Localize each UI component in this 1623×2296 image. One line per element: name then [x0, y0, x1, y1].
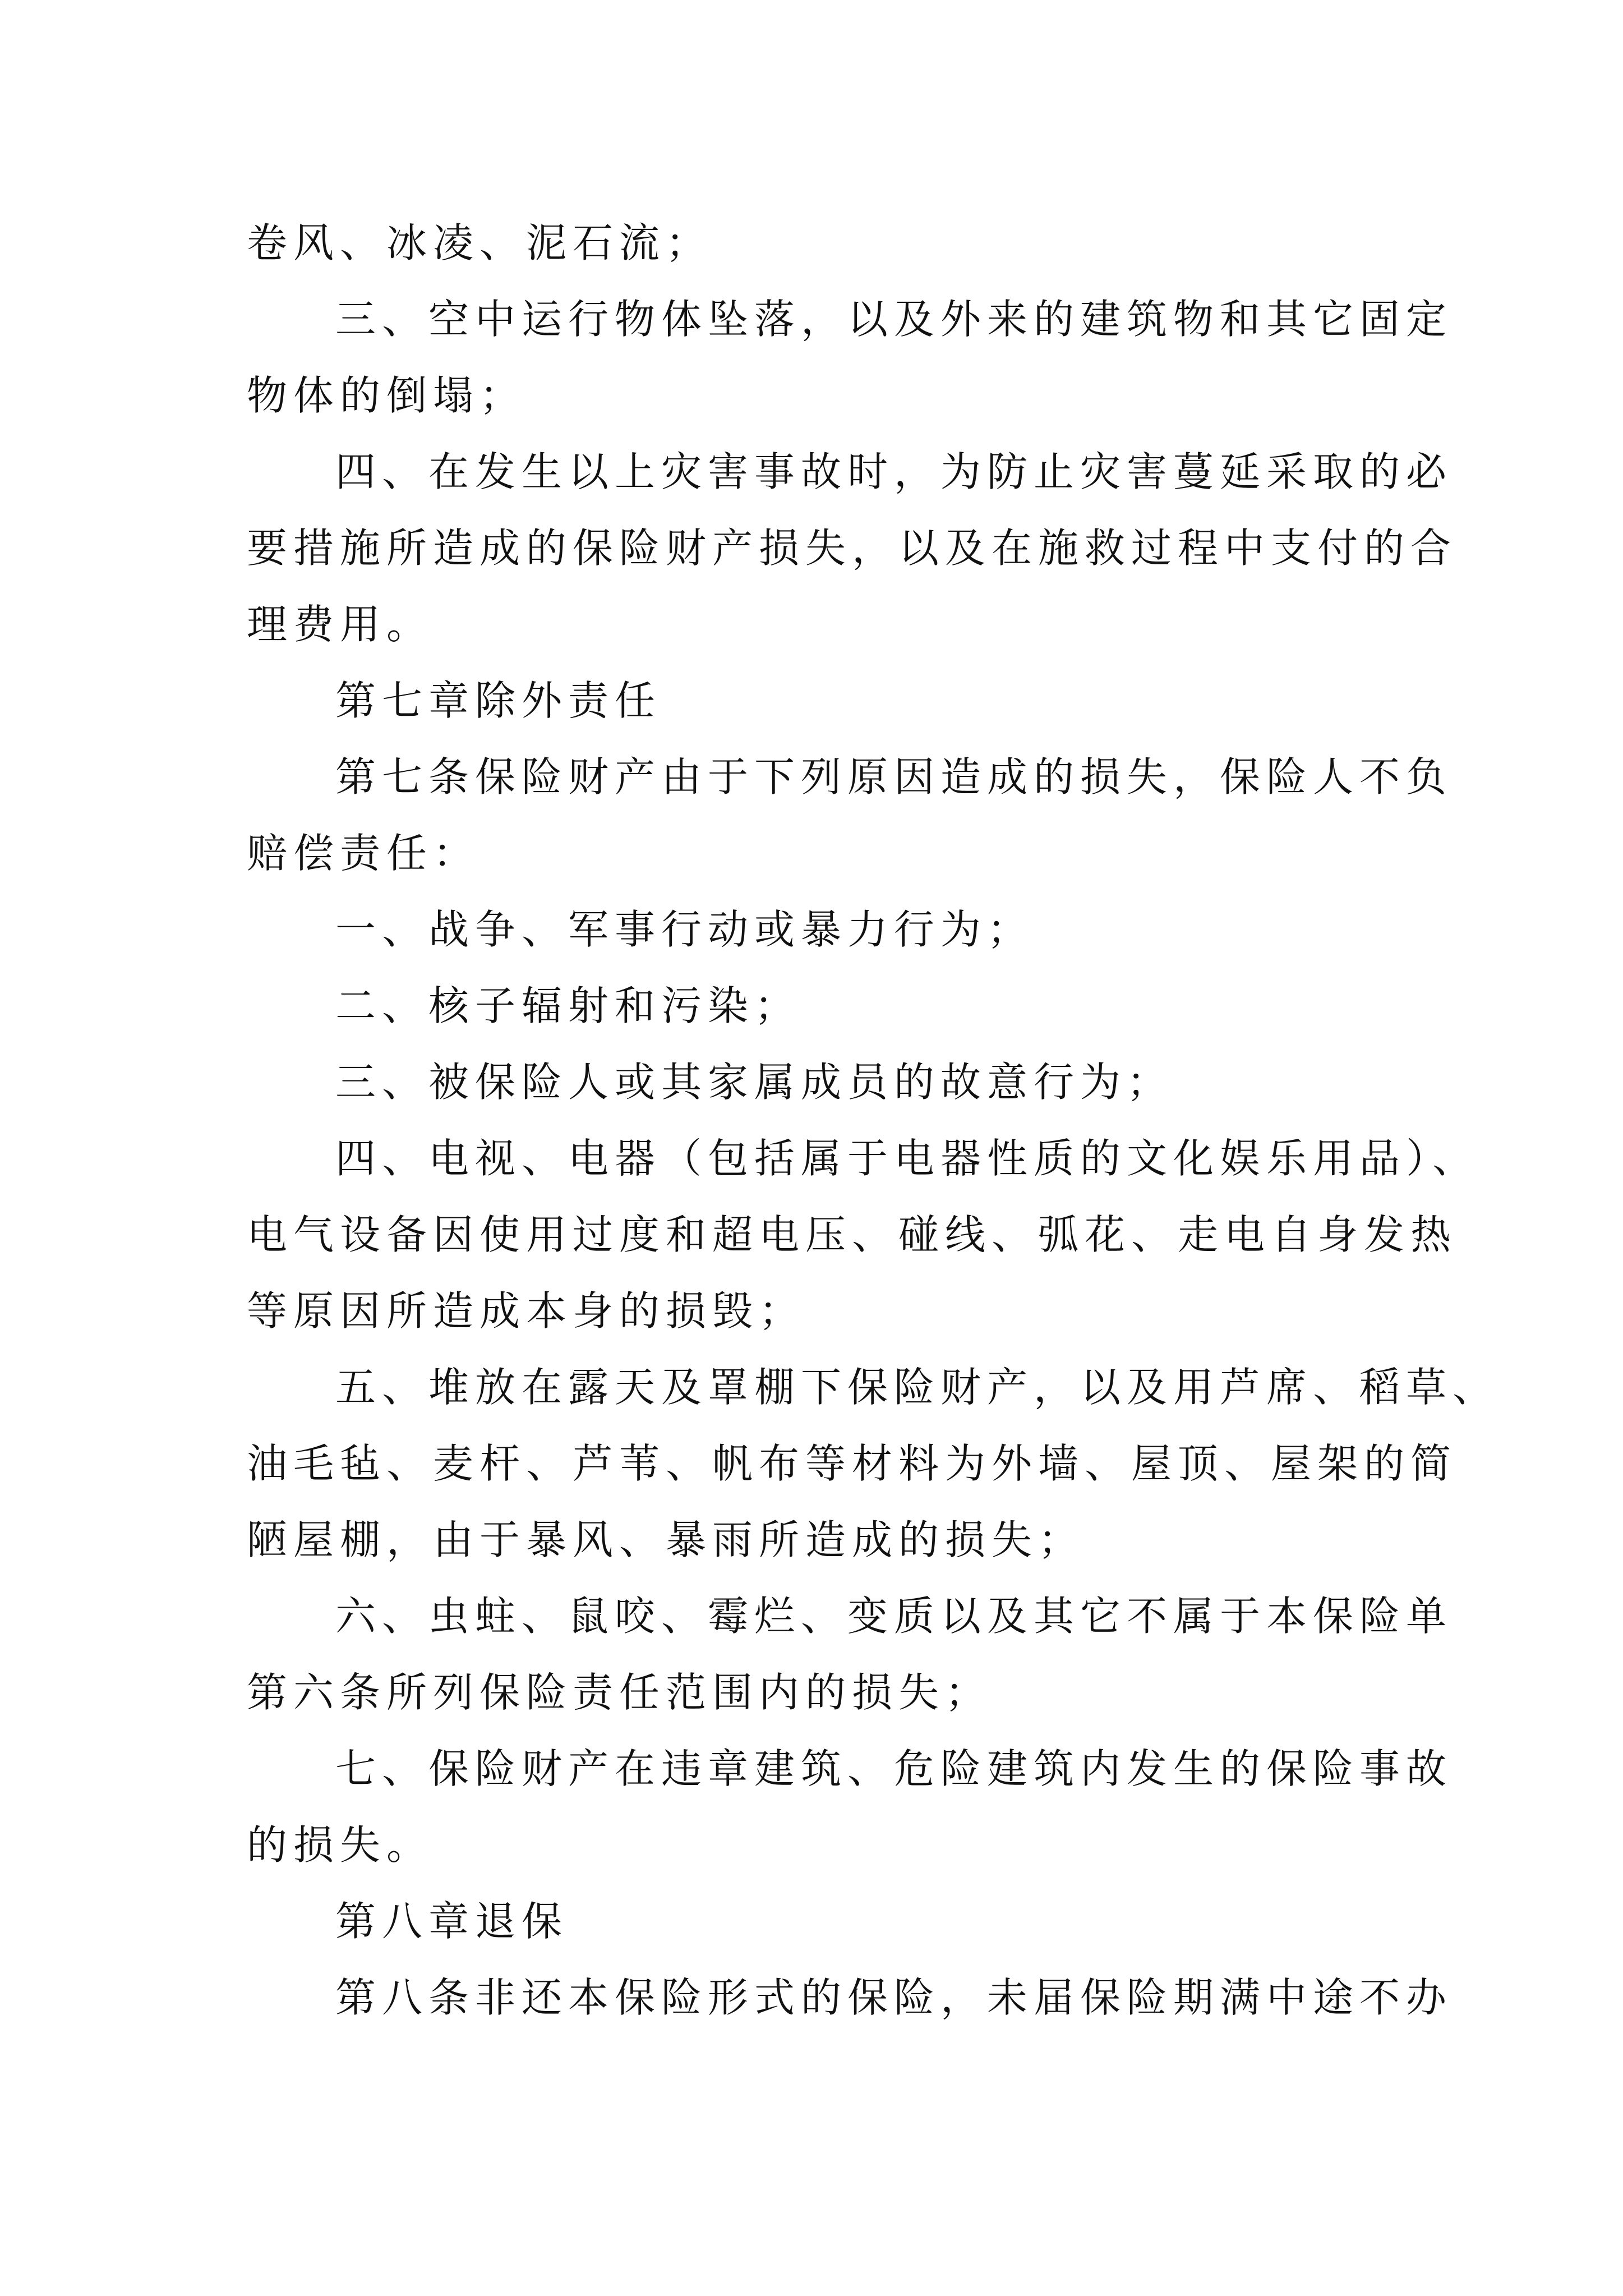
text-line: 三、空中运行物体坠落，以及外来的建筑物和其它固定 — [335, 296, 1453, 343]
text-line: 理费用。 — [247, 601, 434, 648]
text-line: 六、虫蛀、鼠咬、霉烂、变质以及其它不属于本保险单 — [335, 1593, 1453, 1640]
text-line: 油毛毡、麦杆、芦苇、帆布等材料为外墙、屋顶、屋架的简 — [247, 1440, 1458, 1487]
text-line: 要措施所造成的保险财产损失，以及在施救过程中支付的合 — [247, 524, 1458, 572]
text-line: 电气设备因使用过度和超电压、碰线、弧花、走电自身发热 — [247, 1211, 1458, 1258]
text-line: 物体的倒塌； — [247, 372, 527, 419]
text-line: 陋屋棚，由于暴风、暴雨所造成的损失； — [247, 1516, 1085, 1563]
text-line: 二、核子辐射和污染； — [335, 982, 801, 1029]
text-line: 四、电视、电器（包括属于电器性质的文化娱乐用品）、 — [335, 1135, 1479, 1182]
text-line: 第七条保险财产由于下列原因造成的损失，保险人不负 — [335, 753, 1453, 800]
document-body — [247, 205, 1500, 2036]
text-line: 三、被保险人或其家属成员的故意行为； — [335, 1059, 1174, 1106]
text-line: 的损失。 — [247, 1821, 434, 1869]
text-line: 一、战争、军事行动或暴力行为； — [335, 906, 1034, 953]
text-line: 第八条非还本保险形式的保险，未届保险期满中途不办 — [335, 1974, 1453, 2021]
chapter-heading: 第八章退保 — [335, 1898, 569, 1945]
text-line: 五、堆放在露天及罩棚下保险财产，以及用芦席、稻草、 — [335, 1364, 1500, 1411]
text-line: 赔偿责任： — [247, 830, 480, 877]
text-line: 第六条所列保险责任范围内的损失； — [247, 1669, 992, 1716]
chapter-heading: 第七章除外责任 — [335, 677, 662, 724]
text-line: 七、保险财产在违章建筑、危险建筑内发生的保险事故 — [335, 1745, 1453, 1792]
text-line: 等原因所造成本身的损毁； — [247, 1287, 806, 1335]
text-line: 卷风、冰凌、泥石流； — [247, 219, 713, 266]
text-line: 四、在发生以上灾害事故时，为防止灾害蔓延采取的必 — [335, 448, 1453, 495]
